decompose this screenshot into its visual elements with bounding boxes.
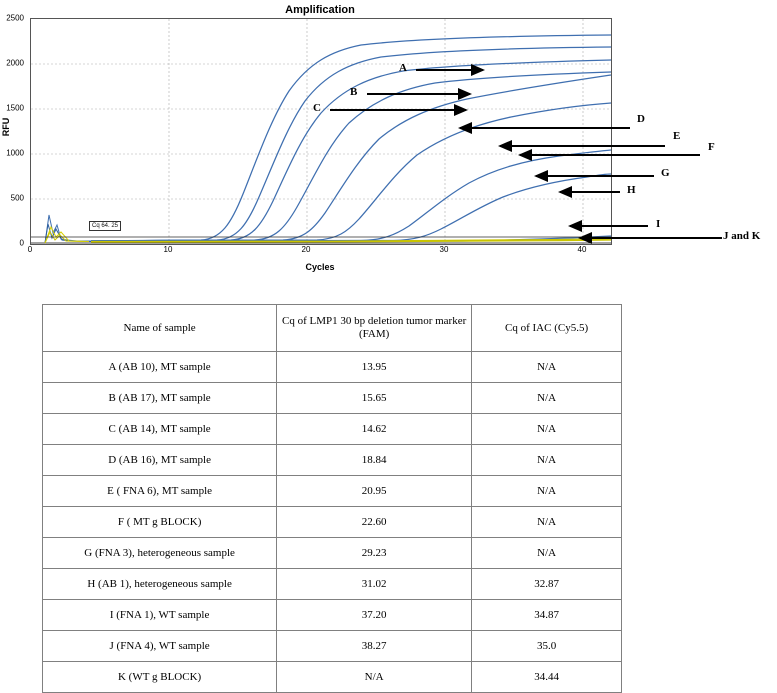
x-tick-10: 10 bbox=[163, 245, 173, 254]
callout-JK: J and K bbox=[723, 230, 761, 242]
chart-title: Amplification bbox=[285, 4, 355, 16]
cell-name: I (FNA 1), WT sample bbox=[43, 600, 277, 631]
callout-I: I bbox=[656, 218, 661, 230]
cell-name: E ( FNA 6), MT sample bbox=[43, 476, 277, 507]
cell-cq: 15.65 bbox=[277, 383, 472, 414]
cell-iac: 32.87 bbox=[472, 569, 622, 600]
x-tick-40: 40 bbox=[577, 245, 587, 254]
table-row bbox=[43, 631, 622, 662]
table-head bbox=[43, 305, 622, 352]
cell-iac: N/A bbox=[472, 476, 622, 507]
y-tick-2000: 2000 bbox=[6, 58, 24, 68]
curves-fam bbox=[91, 35, 611, 242]
plot-svg bbox=[31, 19, 611, 244]
table-row bbox=[43, 476, 622, 507]
cell-iac: N/A bbox=[472, 383, 622, 414]
cell-cq: 38.27 bbox=[277, 631, 472, 662]
cell-name: G (FNA 3), heterogeneous sample bbox=[43, 538, 277, 569]
cell-iac: N/A bbox=[472, 445, 622, 476]
baseline-noise bbox=[45, 215, 91, 243]
table-row bbox=[43, 569, 622, 600]
x-tick-20: 20 bbox=[301, 245, 311, 254]
cell-name: F ( MT g BLOCK) bbox=[43, 507, 277, 538]
gridlines bbox=[31, 19, 611, 244]
sample-results-table bbox=[42, 304, 622, 693]
y-tick-2500: 2500 bbox=[6, 13, 24, 23]
cell-iac: N/A bbox=[472, 507, 622, 538]
table-row bbox=[43, 445, 622, 476]
cell-name: K (WT g BLOCK) bbox=[43, 662, 277, 693]
cell-iac: N/A bbox=[472, 414, 622, 445]
cell-name: J (FNA 4), WT sample bbox=[43, 631, 277, 662]
cell-cq: N/A bbox=[277, 662, 472, 693]
header-cq-iac: Cq of IAC (Cy5.5) bbox=[472, 305, 622, 352]
callout-A: A bbox=[399, 62, 407, 74]
y-tick-0: 0 bbox=[19, 238, 24, 248]
cell-name: A (AB 10), MT sample bbox=[43, 352, 277, 383]
threshold-readout: Cq 64. 25 bbox=[89, 221, 121, 231]
table-header-row bbox=[43, 305, 622, 352]
callout-D: D bbox=[637, 113, 645, 125]
amplification-chart bbox=[0, 0, 777, 290]
cell-cq: 20.95 bbox=[277, 476, 472, 507]
callout-E: E bbox=[673, 130, 681, 142]
callout-F: F bbox=[708, 141, 715, 153]
cell-name: H (AB 1), heterogeneous sample bbox=[43, 569, 277, 600]
callout-B: B bbox=[350, 86, 358, 98]
table-row bbox=[43, 414, 622, 445]
cell-cq: 31.02 bbox=[277, 569, 472, 600]
cell-name: C (AB 14), MT sample bbox=[43, 414, 277, 445]
table-row bbox=[43, 538, 622, 569]
table-row bbox=[43, 383, 622, 414]
results-table bbox=[42, 304, 622, 693]
table-row bbox=[43, 507, 622, 538]
cell-name: D (AB 16), MT sample bbox=[43, 445, 277, 476]
table-row bbox=[43, 352, 622, 383]
cell-iac: 34.87 bbox=[472, 600, 622, 631]
header-cq-fam: Cq of LMP1 30 bp deletion tumor marker (FAM) bbox=[277, 305, 472, 352]
plot-area bbox=[30, 18, 612, 245]
table-row bbox=[43, 600, 622, 631]
x-tick-0: 0 bbox=[27, 245, 33, 254]
cell-cq: 37.20 bbox=[277, 600, 472, 631]
cell-iac: N/A bbox=[472, 538, 622, 569]
callout-H: H bbox=[627, 184, 636, 196]
y-axis-label: RFU bbox=[1, 117, 11, 137]
y-tick-1500: 1500 bbox=[6, 103, 24, 113]
x-tick-30: 30 bbox=[439, 245, 449, 254]
y-tick-500: 500 bbox=[10, 193, 24, 203]
cell-cq: 22.60 bbox=[277, 507, 472, 538]
y-tick-1000: 1000 bbox=[6, 148, 24, 158]
callout-G: G bbox=[661, 167, 670, 179]
cell-iac: 35.0 bbox=[472, 631, 622, 662]
cell-cq: 14.62 bbox=[277, 414, 472, 445]
table-row bbox=[43, 662, 622, 693]
callout-C: C bbox=[313, 102, 321, 114]
x-axis-ticks bbox=[27, 245, 610, 259]
x-axis-label: Cycles bbox=[305, 262, 335, 272]
cell-cq: 13.95 bbox=[277, 352, 472, 383]
cell-name: B (AB 17), MT sample bbox=[43, 383, 277, 414]
cell-iac: 34.44 bbox=[472, 662, 622, 693]
cell-cq: 29.23 bbox=[277, 538, 472, 569]
cell-iac: N/A bbox=[472, 352, 622, 383]
header-name: Name of sample bbox=[43, 305, 277, 352]
table-body bbox=[43, 352, 622, 693]
cell-cq: 18.84 bbox=[277, 445, 472, 476]
